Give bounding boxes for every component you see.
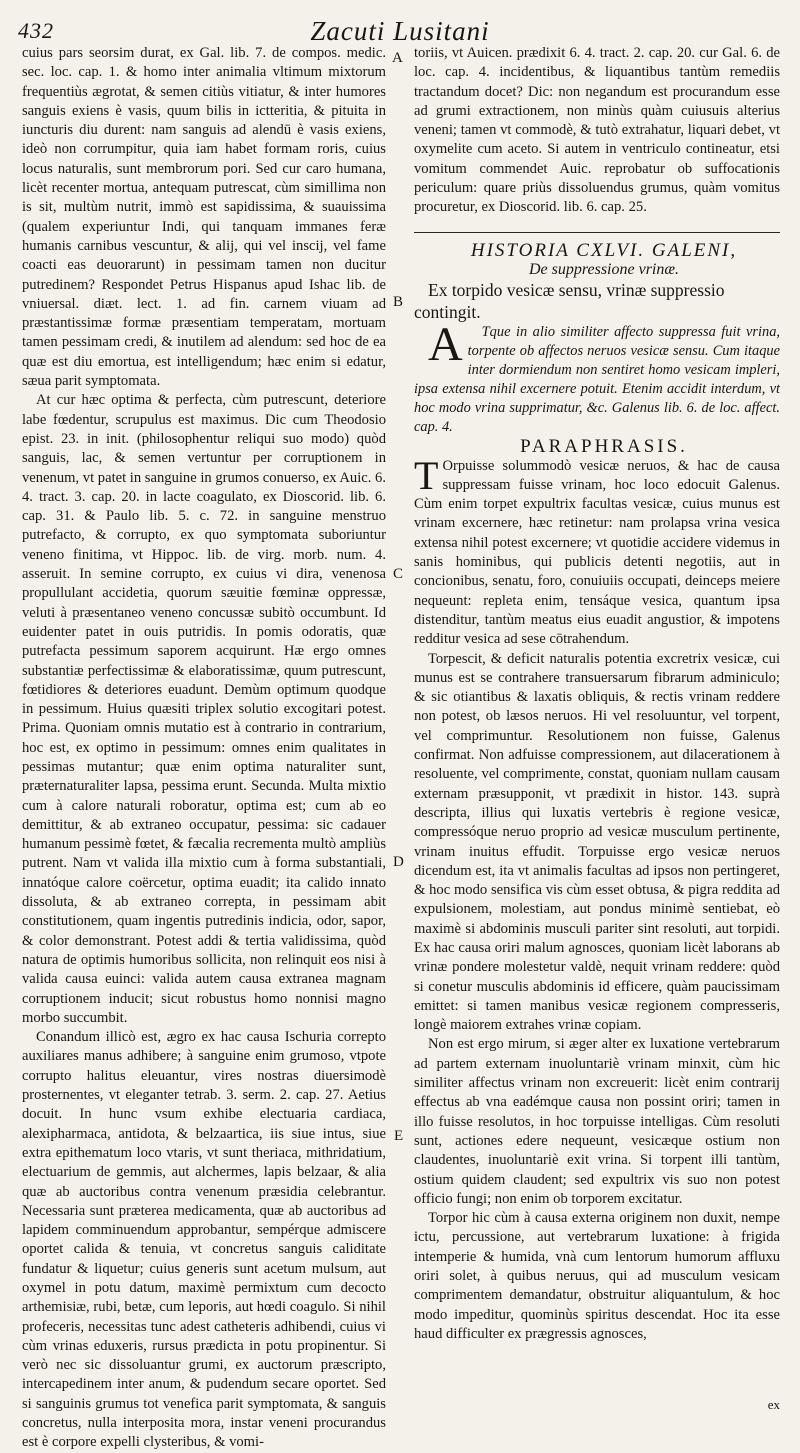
historia-title: HISTORIA CXLVI. GALENI,: [470, 239, 738, 261]
paraphrasis-paragraph-1: [414, 452, 780, 650]
margin-letter-e: E: [394, 1128, 404, 1144]
margin-letter-d: D: [393, 854, 404, 870]
drop-cap-t: T: [414, 452, 439, 498]
catchword: ex: [767, 1397, 780, 1412]
margin-letter-b: B: [393, 294, 404, 310]
running-title: Zacuti Lusitani: [310, 16, 490, 46]
paraphrasis-title: PARAPHRASIS.: [520, 436, 688, 458]
page-number: 432: [18, 18, 54, 43]
right-top-paragraph: toriis, vt Auicen. prædixit 6. 4. tract. 2. cap. 20. cur Gal. 6. de loc. cap. 4. incidentibus, & liquantibus tantùm remediis tractandum docet? Dic: non negandum est procurandum esse ad grumi extractionem, non minùs quàm cuiusuis alterius veneni; tamen vt commodè, & tutò extrahatur, liquari debet, vt oxymelite cum aceto. Si autem in ventriculo contineatur, etsi vomitum commendet Auic. reprobatur ob suffocationis periculum: quare priùs dissoluendus grumus, quàm vomitus procuretur, ex Dioscorid. lib. 6. cap. 25.: [414, 45, 780, 216]
section-rule: [414, 232, 780, 233]
drop-cap-a: A: [428, 318, 463, 372]
left-column: [22, 44, 386, 1453]
margin-letter-c: C: [393, 566, 404, 582]
galen-quotation: [414, 318, 780, 437]
paraphrasis-paragraph-4: Torpor hic cùm à causa externa originem non duxit, nempe ictu, percussione, aut vertebrarum luxatione: à frigida intemperie & humida, vnà cum lentorum humorum affluxu oriri solet, à quibus neruus, qui ad musculum vesicam comprimentem demandatur, obstruitur aliquantulum, & hoc modo impeditur, quominùs spiritus descendat. Hoc ita esse haud difficulter ex prægressis agnosces,: [414, 1210, 780, 1342]
paraphrasis-paragraph-2: Torpescit, & deficit naturalis potentia excretrix vesicæ, cui munus est se contrahere transuersarum fibrarum adminiculo; & sic otiantibus & laxatis obliquis, & rectis vrinam reddere non potest, ob læsos neruos. Hi vel resoluuntur, vel torpent, vel comprimuntur. Resolutionem non fuisse, Galenus confirmat. Non adfuisse compressionem, aut dilacerationem à resoluente, vel comprimente, constat, quoniam nullam causam externam præsupponit, vt prædixit in histor. 143. suprà descripta, illius qui luxatis vertebris è regione vesicæ, compressóque neruo proprio ad vesicæ musculum pertinente, vrinam inuitus effudit. Torpuisse ergo vesicæ neruos dicendum est, ita vt animalis facultas ad ipsos non pertingeret, & hoc modo sensifica vis cùm esset obtusa, & pigra reddita ad expulsionem, molestiam, aut pondus minimè sentiebat, eò maximè si abdominis musculi pariter sint resoluti, aut torpidi. Ex hac causa oriri malum agnosces, quoniam licèt laborans ab vrinæ pondere molestetur valdè, nequit vrinam reddere: quòd si conetur musculis abdominis id efficere, quàm paucissimam emittet: si tamen manibus vesicæ regionem compresseris, longè maiorem extrahes vrinæ copiam.: [414, 650, 780, 1034]
right-column: [414, 44, 780, 1344]
paraphrasis-paragraph-3: Non est ergo mirum, si æger alter ex luxatione vertebrarum ad partem externam inuoluntariè vrinam minxit, cùm hic similiter affectus vrinam non excreuerit: licèt enim contrarij effectus ab vna eadémque causa non possint oriri; tamen in illo fuisse resolutos, in hoc torpuisse intelligas. Cùm resoluti sunt, actiones edere nequeunt, vesicæque ostium non claudentes, inuoluntariè exit vrina. Si torpent illi tantùm, ostium quidem claudent; sed expultrix vis suo non potest officio fungi; non enim ob torporem excitatur.: [414, 1036, 780, 1207]
historia-summary: Ex torpido vesicæ sensu, vrinæ suppressio contingit.: [414, 280, 725, 323]
left-paragraph-3: Conandum illicò est, ægro ex hac causa Ischuria correpto auxiliares manus adhibere; à sanguine enim grumoso, vtpote corrupto halitus eleuantur, vires nostras diuersimodè prosternentes, vt eleganter tetrab. 3. serm. 2. cap. 27. Aetius docuit. In hunc vsum exhibe electuaria cardiaca, alexipharmaca, antidota, & belzaartica, iis siue intus, siue extra epithematum loco vtaris, vt sunt theriaca, mithridatium, electuarium de gemmis, aut alchermes, lapis belzaar, & alia quæ ab auctoribus contra venenum præsidia celebrantur. Necessaria sunt præterea medicamenta, quæ ab auctoribus ad lapidem comminuendum approbantur, sempérque admiscere oportet calida & tenuia, vt concretus sanguis caliditate fundatur & liquetur; cuius generis sunt acetum mulsum, aut oxymel in potu datum, maximè permixtum cum decocto arthemisiæ, rubi, betæ, cum leporis, aut hœdi coagulo. Si nihil profeceris, necessitas tunc adest catheteris adhibendi, cuius vi cùm vrinas eduxeris, rursus prædicta in potu propinentur. Si verò nec sic dissoluantur grumi, ex auctorum præscripto, intercapedinem inter anum, & pudendum secare oportet. Sed si sanguinis grumus tot venefica parit symptomata, & sanguis concretus, nulla interposita mora, instar veneni procurandus est è corpore expelli clysteribus, & vomi-: [22, 1029, 386, 1451]
left-paragraph-1: cuius pars seorsim durat, ex Gal. lib. 7. de compos. medic. sec. loc. cap. 1. & homo inter animalia vltimum mixtorum frequentiùs ægrotat, & semen citiùs vitiatur, & inter humores sanguis exiens è vasis, quum bilis in ictteritia, & pituita in iuncturis diu durent: nam sanguis ad alendū è vasis exiens, ideò non corrumpitur, quia iam habet formam roris, cuius locus naturalis, sunt membrorum pori. Sed cur caro humana, licèt recenter mortua, antequam putrescat, cùm simillima non is sit, multùm nutrit, immò est sapidissima, & suauissima (qualem experiuntur Indi, qui tanquam immanes feræ humanis carnibus vescuntur, & alij, qui vel inscij, vel fame coacti eas deuorarunt) in pessimam tamen non ducitur putredinem? Respondet Petrus Hispanus apud Ishac lib. de vniuersal. diæt. lect. 1. ad fin. carnem viuam ad præstantissimæ formæ præsentiam temperatam, mortuam tamen pessimam credi, & inutilem ad alendum: sed hoc de ea quæ est diu emortua, est intelligendum; hæc enim si edatur, sæua parit symptomata.: [22, 45, 386, 390]
historia-subtitle: De suppressione vrinæ.: [528, 260, 680, 278]
paraphrasis-paragraph-1-text: Orpuisse solummodò vesicæ neruos, & hac de causa suppressam fuisse vrinam, hoc loco edocuit Galenus. Cùm enim torpet expultrix facultas vesicæ, cuius munus est vrinam excernere, hæc retinetur: nam prolapsa vrina vesica extensa nihil potest excernere; vt quotidie accidere videmus in sanis hominibus, qui publicis detenti negotiis, aut in concionibus, senatu, foro, conuiuiis occupati, deinceps meiere nequeunt: repleta enim, tensáque vesica, quantum ipsa distenditur, tantùm meatus eius euadit angustior, & impotens redditur vesica ad sese cōtrahendum.: [414, 457, 780, 648]
margin-letter-a: A: [392, 50, 403, 66]
left-paragraph-2: At cur hæc optima & perfecta, cùm putrescunt, deteriore labe fœdentur, scrupulus est maximus. Dic cum Theodosio epist. 23. in init. (philosophentur reliqui suo modo) quòd sanguis, lac, & semen vertuntur per corruptionem in venenum, vt patet in sanguine in grumos conuerso, ex Auic. 6. 4. tract. 3. cap. 20. in lacte coagulato, ex Dioscorid. lib. 6. cap. 31. & Paulo lib. 5. c. 72. in sanguine menstruo putrefacto, & corrupto, ex quo symptomata suboriuntur veneno finitima, vt Hippoc. lib. de virg. morb. num. 4. asseruit. In semine corrupto, ex cuius vi dira, venenosa propullulant accidetia, quorum sæuitie fœminæ oppressæ, veluti à præsentaneo veneno concussæ subitò occumbunt. Id euidenter patet in ouis putridis. In pomis odoratis, quæ putrefacta pessimum saporem acquirunt. Hæ ergo omnes substantiæ perfectissimæ & elaboratissimæ, quum putrescunt, fœtidiores & deteriores euadunt. Demùm optimum quodque in pessimum. Huius quæsiti triplex solutio excogitari potest. Prima. Quoniam omnis mutatio est à contrario in contrarium, hoc est, ex optimo in pessimum: omnes enim qualitates in pessimas mutantur; quæ enim optima naturaliter sunt, præternaturaliter lapsa, pessima erunt. Secunda. Multa mixtio cum à calore naturali roboratur, optima est; cum ab eo demittitur, & ab extraneo occupatur, pessima: sic cadauer humanum pessimè fœtet, & fæcalia recrementa multò ampliùs putrent. Nam vt valida illa mixtio cum à forma substantiali, innatóque calore coërcetur, optima euadit; ita calido innato dissoluta, & ab extraneo correpta, in pessimam abit constitutionem, quam ingentis putredinis indicia, odor, sapor, & color demonstrant. Potest addi & tertia validissima, quòd natura de optimis humoribus sollicita, non relinquit eos nisi à valida causa euinci: valida autem causa extranea magnam corruptionem inducit; sicut robustus homo nonnisi magno morbo succumbit.: [22, 392, 386, 1026]
galen-quotation-text: Tque in alio similiter affecto suppressa fuit vrina, torpente ob affectos neruos vesicæ sensu. Cum itaque inter dormiendum non sentiret homo vesicam impleri, ipsa extensa nihil excernere potuit. Etenim accidit interdum, vt hoc modo vrina supprimatur, &c. Galenus lib. 6. de loc. affect. cap. 4.: [414, 324, 780, 436]
